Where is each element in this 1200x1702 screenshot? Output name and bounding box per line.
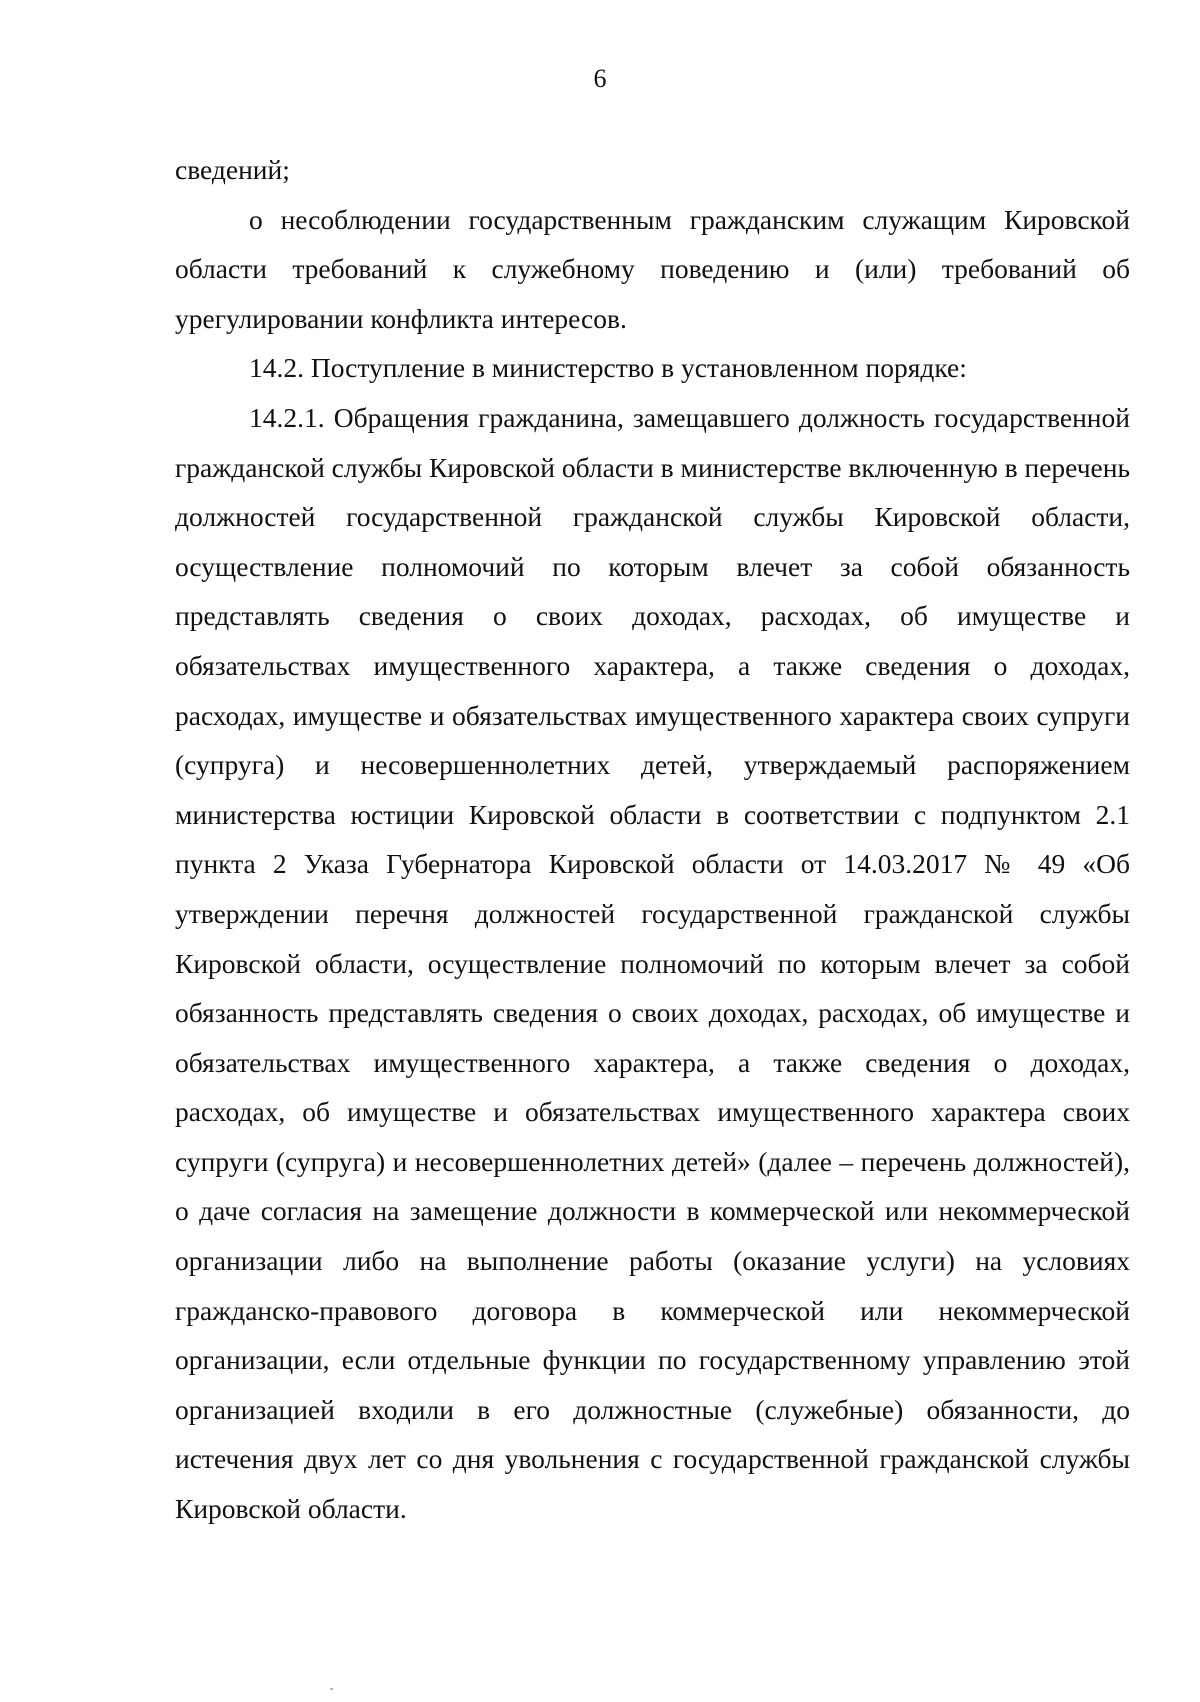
paragraph-noncompliance: о несоблюдении государственным гражданским служащим Кировской области требований к служебному поведению и (или) требований об урегулировании конфликта интересов. <box>175 203 1130 334</box>
page-number: 6 <box>593 64 607 93</box>
paragraph-continuation: сведений; <box>175 154 290 185</box>
paragraph-14-2-1: 14.2.1. Обращения гражданина, замещавшего должность государственной гражданской службы Кировской области в министерстве включенную в перечень должностей государственной гражданской службы Кировской области, осуществление полномочий по которым влечет за собой обязанность представлять сведения о своих доходах, расходах, об имуществе и обязательствах имущественного характера, а также сведения о доходах, расходах, имуществе и обязательствах имущественного характера своих супруги (супруга) и несовершеннолетних детей, утверждаемый распоряжением министерства юстиции Кировской области в соответствии с подпунктом 2.1 пункта 2 Указа Губернатора Кировской области от 14.03.2017 № 49 «Об утверждении перечня должностей государственной гражданской службы Кировской области, осуществление полномочий по которым влечет за собой обязанность представлять сведения о своих доходах, расходах, об имуществе и обязательствах имущественного характера, а также сведения о доходах, расходах, об имуществе и обязательствах имущественного характера своих супруги (супруга) и несовершеннолетних детей» (далее – перечень должностей), о даче согласия на замещение должности в коммерческой или некоммерческой организации либо на выполнение работы (оказание услуги) на условиях гражданско-правового договора в коммерческой или некоммерческой организации, если отдельные функции по государственному управлению этой организацией входили в его должностные (служебные) обязанности, до истечения двух лет со дня увольнения с государственной гражданской службы Кировской области. <box>175 401 1130 1525</box>
document-body <box>175 145 1130 1534</box>
scan-artifact <box>330 1688 333 1690</box>
paragraph-14-2: 14.2. Поступление в министерство в установленном порядке: <box>249 352 967 384</box>
